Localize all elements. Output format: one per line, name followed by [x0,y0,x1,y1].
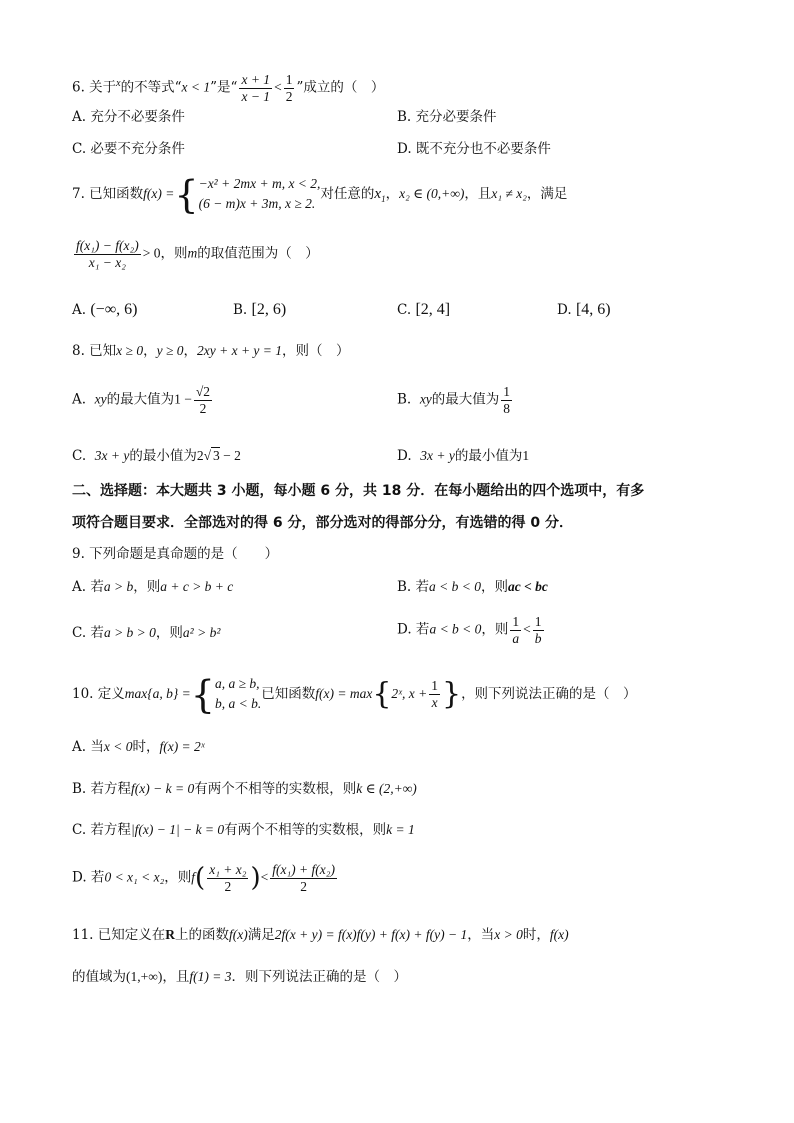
q6-fraction-a: $\frac{x + 1}{x - 1}$ [241,72,271,104]
q10-option-a: A. 当x < 0时，f(x) = 2ˣ [72,739,205,755]
q9-option-b: B. 若a < b < 0，则ac < bc [397,579,548,595]
q8-option-b: B. xy的最大值为 $\frac{1}{8}$ [397,384,511,416]
q8-option-d: D. 3x + y的最小值为1 [397,448,530,464]
q8-b-fraction: $\frac{1}{8}$ [503,384,511,416]
q10-fraction: $\frac{1}{x}$ [431,678,438,710]
q7-brace: { [174,172,199,217]
q6-fraction-b: $\frac{1}{2}$ [285,72,293,104]
q8-option-c: C. 3x + y的最小值为2√ 3 − 2 [72,448,241,464]
q10-option-d: D. 若0 < x₁ < x₂，则f( $\frac{\text{x₁ + x₂}}{2}$ )< $\frac{\text{f(x₁) + f(x₂)}}{2}$ [72,862,335,894]
q7-option-c: C. [2, 4] [397,301,451,318]
q9-d-fraction-1: $\frac{1}{a}$ [512,614,520,646]
q7-option-b: B. [2, 6) [233,301,287,318]
q6-option-a: A. 充分不必要条件 [72,109,185,125]
q7-condition: $\frac{\text{f(x₁) − f(x₂)}}{\text{x₁ − x₂}}$ > 0，则m的取值范围为（ ） [76,238,319,270]
section-2-heading-line2: 项符合题目要求．全部选对的得 6 分，部分选对的得部分分，有选错的得 0 分． [72,515,573,531]
q8-option-a: A. xy的最大值为1 − $\frac{√2}{2}$ [72,384,211,416]
q10-cases: a, a ≥ b, b, a < b. [214,676,262,712]
q8-a-fraction: $\frac{√2}{2}$ [195,384,211,416]
q10-d-fraction-2: $\frac{\text{f(x₁) + f(x₂)}}{2}$ [272,862,335,894]
q10-option-b: B. 若方程f(x) − k = 0有两个不相等的实数根，则k ∈ (2,+∞) [72,781,417,797]
q7-cases: −x² + 2mx + m, x < 2, (6 − m)x + 3m, x ≥ 2. [198,176,321,212]
q8-stem: 8. 已知x ≥ 0，y ≥ 0，2xy + x + y = 1，则（ ） [72,343,350,359]
q9-stem: 9. 下列命题是真命题的是（ ） [72,546,279,562]
q11-stem: 11. 已知定义在R上的函数f(x)满足2f(x + y) = f(x)f(y) + f(x) + f(y) − 1，当x > 0时，f(x) [72,927,569,943]
q10-stem: 10. 定义max{a, b} ={ a, a ≥ b, b, a < b. 已知函数f(x) = max{2ˣ, x + $\frac{1}{x}$ }，则下列说法正确的是（ ） [72,672,637,717]
q9-d-fraction-2: $\frac{1}{b}$ [534,614,542,646]
q6-option-b: B. 充分必要条件 [397,109,497,125]
q10-option-c: C. 若方程|f(x) − 1| − k = 0有两个不相等的实数根，则k = 1 [72,822,415,838]
q7-option-d: D. [4, 6) [557,301,611,318]
q10-d-fraction-1: $\frac{\text{x₁ + x₂}}{2}$ [209,862,247,894]
q6-option-c: C. 必要不充分条件 [72,141,185,157]
q7-stem: 7. 已知函数f(x) ={ −x² + 2mx + m, x < 2, (6 − m)x + 3m, x ≥ 2. 对任意的$x_1$，x₂ ∈ (0,+∞)，且x₁ ≠ x₂，满足 [72,172,568,217]
q9-option-d: D. 若a < b < 0，则 $\frac{1}{a}$ < $\frac{1}{b}$ [397,614,542,646]
q7-fraction: $\frac{\text{f(x₁) − f(x₂)}}{\text{x₁ − x₂}}$ [76,238,139,270]
q9-option-c: C. 若a > b > 0，则a² > b² [72,625,221,641]
q6-stem: 6. 关于$^x$的不等式“x < 1”是“ $\frac{x + 1}{x - 1}$ < $\frac{1}{2}$ ”成立的（ ） [72,72,385,104]
section-2-heading: 二、选择题：本大题共 3 小题，每小题 6 分，共 18 分．在每小题给出的四个选项中，有多 [72,483,645,499]
q7-option-a: A. (−∞, 6) [72,301,138,318]
q11-stem-line2: 的值域为(1,+∞)，且f(1) = 3．则下列说法正确的是（ ） [72,969,407,985]
q6-option-d: D. 既不充分也不必要条件 [397,141,551,157]
q9-option-a: A. 若a > b，则a + c > b + c [72,579,234,595]
